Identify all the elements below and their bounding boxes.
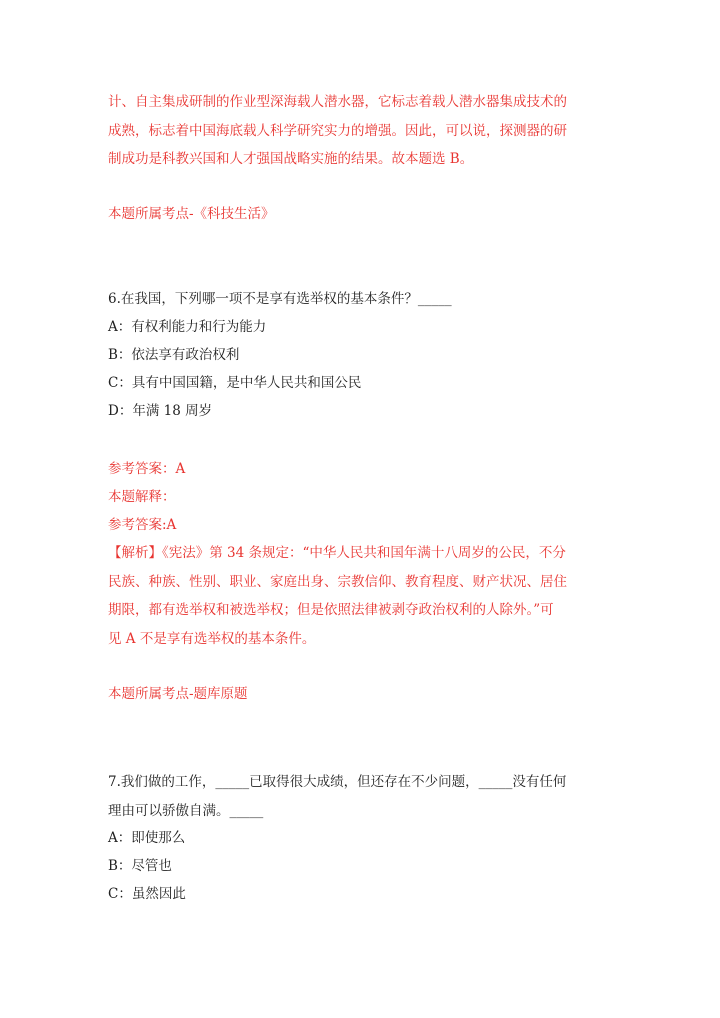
q6-analysis-line: 民族、种族、性别、职业、家庭出身、宗教信仰、教育程度、财产状况、居住 <box>108 573 567 590</box>
q6-option-a: A：有权利能力和行为能力 <box>108 319 267 335</box>
q6-answer: 参考答案：A <box>108 461 186 477</box>
q6-option-c: C：具有中国国籍，是中华人民共和国公民 <box>108 375 362 391</box>
q7-stem-line: 理由可以骄傲自满。_____ <box>108 802 264 819</box>
q6-stem: 6.在我国，下列哪一项不是享有选举权的基本条件？_____ <box>108 291 452 307</box>
q6-option-d: D：年满 18 周岁 <box>108 403 213 419</box>
q6-topic: 本题所属考点-题库原题 <box>108 686 248 702</box>
q7-option-b: B：尽管也 <box>108 858 172 874</box>
q5-explanation-line: 制成功是科教兴国和人才强国战略实施的结果。故本题选 B。 <box>108 151 474 167</box>
q6-option-b: B：依法享有政治权利 <box>108 347 240 363</box>
q7-option-a: A：即使那么 <box>108 830 186 846</box>
q6-analysis-line: 【解析】《宪法》第 34 条规定：“中华人民共和国年满十八周岁的公民，不分 <box>108 545 566 561</box>
q7-stem <box>108 768 608 825</box>
q5-explanation-line: 计、自主集成研制的作业型深海载人潜水器，它标志着载人潜水器集成技术的 <box>108 94 567 110</box>
q6-analysis <box>108 539 608 653</box>
q6-analysis-line: 期限，都有选举权和被选举权；但是依照法律被剥夺政治权利的人除外。”可 <box>108 602 554 618</box>
q5-explanation-line: 成熟，标志着中国海底载人科学研究实力的增强。因此，可以说，探测器的研 <box>108 122 567 139</box>
q5-explanation <box>108 88 608 174</box>
q6-analysis-line: 见 A 不是享有选举权的基本条件。 <box>108 630 316 647</box>
q7-option-c: C：虽然因此 <box>108 886 186 902</box>
q6-answer-2: 参考答案:A <box>108 517 177 533</box>
q5-topic: 本题所属考点-《科技生活》 <box>108 206 275 222</box>
q6-explanation-label: 本题解释： <box>108 489 176 505</box>
q7-stem-line: 7.我们做的工作，_____已取得很大成绩，但还存在不少问题，_____没有任何 <box>108 774 567 790</box>
